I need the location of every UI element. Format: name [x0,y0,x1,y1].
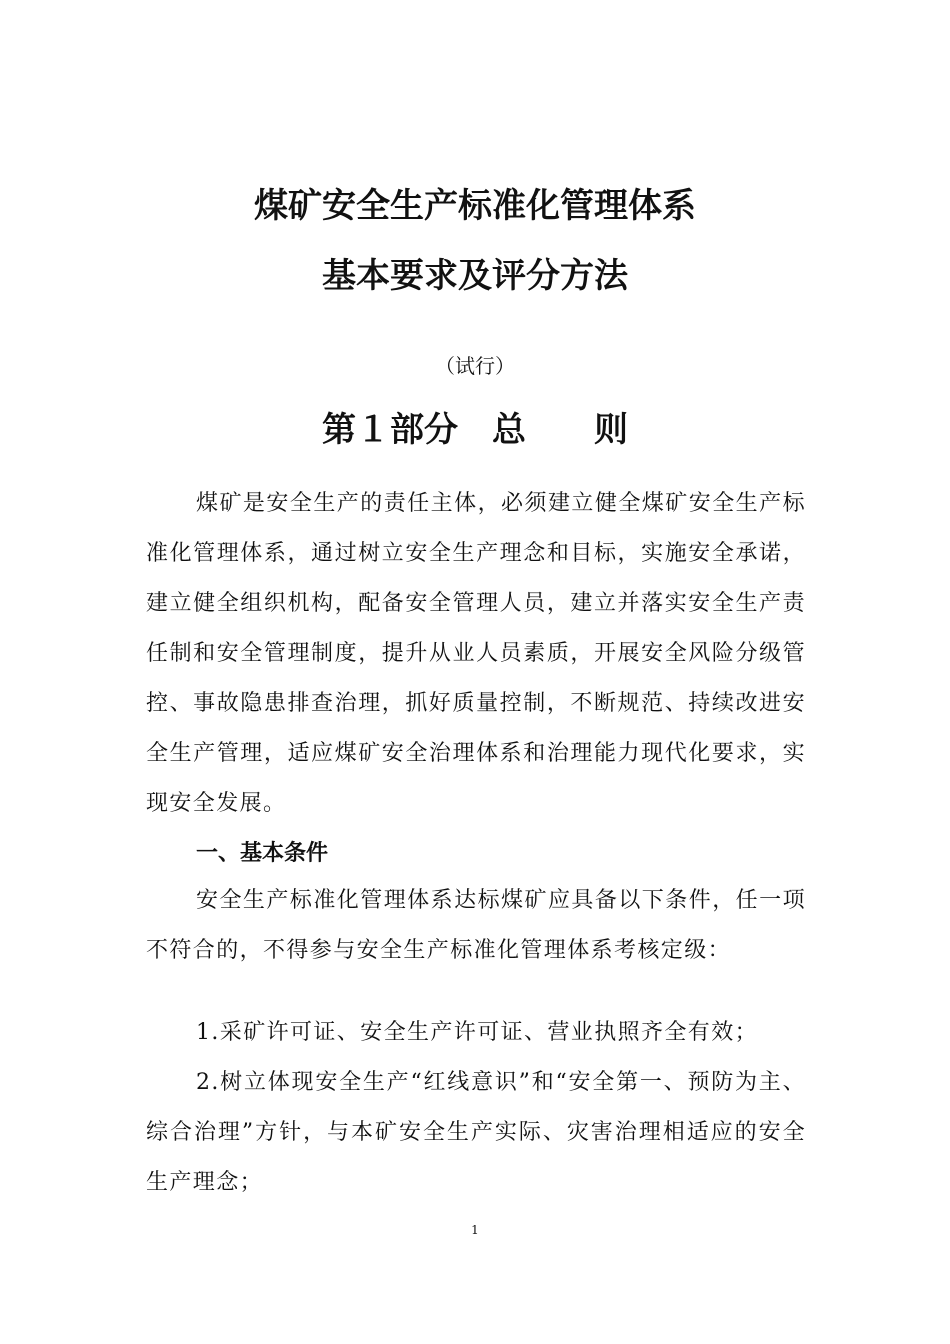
document-title-line-1: 煤矿安全生产标准化管理体系 [254,186,696,226]
document-title-line-2: 基本要求及评分方法 [322,256,628,296]
list-item: 2.树立体现安全生产“红线意识”和“安全第一、预防为主、综合治理”方针，与本矿安全生产实际、灾害治理相适应的安全生产理念； [146,1070,806,1195]
section-heading-basic-conditions: 一、基本条件 [196,841,329,866]
section-intro-paragraph: 安全生产标准化管理体系达标煤矿应具备以下条件，任一项不符合的，不得参与安全生产标准化管理体系考核定级： [146,888,806,963]
intro-paragraph: 煤矿是安全生产的责任主体，必须建立健全煤矿安全生产标准化管理体系，通过树立安全生产理念和目标，实施安全承诺，建立健全组织机构，配备安全管理人员，建立并落实安全生产责任制和安全管理制度，提升从业人员素质，开展安全风险分级管控、事故隐患排查治理，抓好质量控制，不断规范、持续改进安全生产管理，适应煤矿安全治理体系和治理能力现代化要求，实现安全发展。 [146,491,806,816]
part-heading: 第１部分 总 则 [322,410,628,450]
trial-note: （试行） [435,354,515,378]
list-item: 1.采矿许可证、安全生产许可证、营业执照齐全有效； [196,1020,758,1045]
page-number: 1 [471,1223,479,1237]
